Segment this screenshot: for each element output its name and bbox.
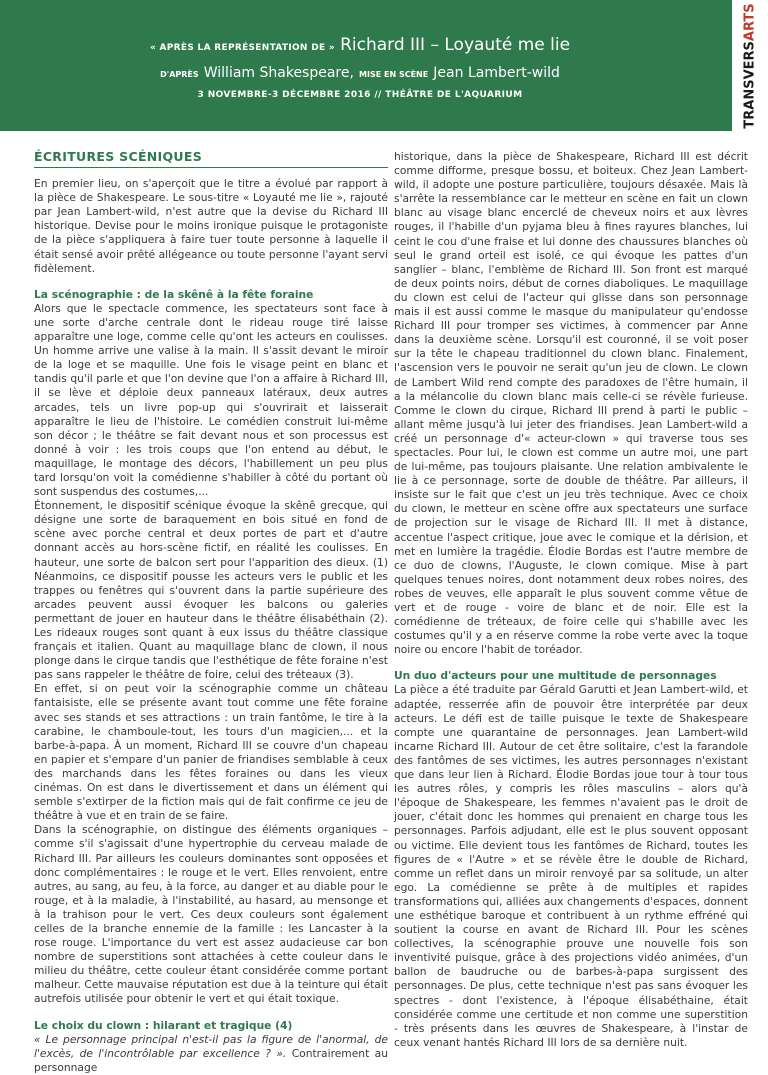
body-paragraph: La pièce a été traduite par Gérald Garutti et Jean Lambert-wild, et adaptée, resserrée afin de pouvoir être interprétée par deux acteurs. Le défi est de taille puisque le texte de Shakespeare compte une quarantaine de personnages. Jean Lambert-wild incarne Richard III. Autour de cet être solitaire, c'est la farandole des fantômes de ses victimes, les autres personnages n'existant que dans leur lien à Richard. Élodie Bordas joue tour à tour tous les autres rôles, y compris les rôles masculins – alors qu'à l'époque de Shakespeare, les femmes n'avaient pas le droit de jouer, c'était donc les hommes qui prenaient en charge tous les personnages. Parfois adjudant, elle est le plus souvent opposant ou victime. Elle devient tous les fantômes de Richard, toutes les figures de « l'Autre » et se révèle être le double de Richard, comme un reflet dans un miroir renvoyé par sa solitude, un alter ego. La comédienne se prête à de multiples et rapides transformations qui, alliées aux changements d'espaces, donnent une esthétique baroque et contribuent à un rythme effréné qui soutient la course en avant de Richard III. Pour les scènes collectives, la scénographie prouve une nouvelle fois son inventivité puisque, grâce à des projections vidéo animées, d'un ballon de baudruche ou de barbes-à-papa surgissent des personnages. De plus, cette technique n'est pas sans évoquer les spectres - dont l'existence, à l'époque élisabéthaine, était considérée comme une certitude et non comme une superstition - très présents dans les œuvres de Shakespeare, à l'instar de ceux venant hantés Richard III lors de sa dernière nuit. <box>394 683 748 1049</box>
quote-continuation: Contrairement au personnage <box>34 1046 388 1074</box>
intro-paragraph: En premier lieu, on s'aperçoit que le titre a évolué par rapport à la pièce de Shakespeare. Le sous-titre « Loyauté me lie », rajouté par Jean Lambert-wild, n'est autre que la devise du Richard III historique. Devise pour le moins ironique puisque le protagoniste de la pièce s'appliquera à faire tuer toute personne à laquelle il était sensé avoir prêté allégeance ou toute personne l'ayant servi fidèlement. <box>34 177 388 275</box>
play-title: Richard III – Loyauté me lie <box>340 35 571 55</box>
header-banner <box>0 0 768 131</box>
subheading-clown: Le choix du clown : hilarant et tragique (4) <box>34 1018 293 1032</box>
header-dates-line: 3 NOVEMBRE-3 DÉCEMBRE 2016 // THÉÂTRE DE L'AQUARIUM <box>197 90 523 100</box>
logo-accent-text: ARTS <box>742 3 758 42</box>
body-paragraph: Alors que le spectacle commence, les spectateurs sont face à une sorte d'arche centrale dont le rideau rouge tiré laisse apparaître une loge, comme celle qu'ont les acteurs en coulisses. Un homme arrive une valise à la main. Il s'assit devant le miroir de la loge et se maquille. Une fois le visage peint en blanc et tandis qu'il parle et que l'on devine que l'on a affaire à Richard III, il se lève et déploie deux panneaux latéraux, deux autres arcades, tels un livre pop-up qui s'ouvrirait et laisserait apparaître le lieu de l'histoire. Le comédien construit lui-même son décor ; le théâtre se fait devant nous et son processus est donné à voir : les trois coups que l'on entend au début, le maquillage, le montage des décors, l'habillement un peu plus tard lorsqu'on voit la comédienne s'habiller à côté du portant où sont suspendus des costumes,... <box>34 301 388 499</box>
quote-text: « Le personnage principal n'est-il pas la figure de l'anormal, de l'excès, de l'incontrôlable par excellence ? ». <box>34 1032 388 1060</box>
body-paragraph: Étonnement, le dispositif scénique évoque la skênê grecque, qui désigne une sorte de baraquement en bois situé en fond de scène avec porche central et deux portes de part et d'autre donnant accès au hors-scène fictif, en réalité les coulisses. En hauteur, une sorte de balcon sert pour l'apparition des dieux. (1) Néanmoins, ce dispositif pousse les acteurs vers le public et les trappes ou fenêtres qui s'ouvrent dans la partie supérieure des arcades peuvent aussi évoquer les balcons ou galeries permettant de jouer en hauteur dans le théâtre élisabéthain (2). Les rideaux rouges sont quant à eux issus du théâtre classique français et italien. Quant au maquillage blanc de clown, il nous plonge dans le cirque tandis que l'esthétique de fête foraine n'est pas sans rappeler le théâtre de foire, celui des tréteaux (3). <box>34 499 388 682</box>
body-paragraph: Dans la scénographie, on distingue des éléments organiques – comme s'il s'agissait d'une hypertrophie du cerveau malade de Richard III. Par ailleurs les couleurs dominantes sont opposées et donc complémentaires : le rouge et le vert. Elles renvoient, entre autres, au sang, au feu, à la force, au danger et au diable pour le rouge, et à la maladie, à l'instabilité, au hasard, au mensonge et à la trahison pour le vert. Ces deux couleurs sont également celles de la branche ennemie de la famille : les Lancaster à la rose rouge. L'importance du vert est assez audacieuse car bon nombre de superstitions sont attachées à cette couleur dans le milieu du théâtre, cette couleur étant considérée comme portant malheur. Cette mauvaise réputation est due à la teinture qui était autrefois utilisée pour obtenir le vert et qui était toxique. <box>34 823 388 1006</box>
transversarts-logo <box>732 0 768 131</box>
subheading-scenography: La scénographie : de la skênê à la fête foraine <box>34 287 314 301</box>
credit-prefix-staging: MISE EN SCÈNE <box>359 70 429 79</box>
author-name: William Shakespeare, <box>203 65 354 81</box>
header-prefix: « APRÈS LA REPRÉSENTATION DE » <box>149 43 335 53</box>
header-credits-line <box>0 62 720 81</box>
body-paragraph: historique, dans la pièce de Shakespeare, Richard III est décrit comme difforme, presque bossu, et boiteux. Chez Jean Lambert-wild, il adopte une posture particulière, toujours désaxée. Mais là s'arrête la ressemblance car le metteur en scène en fait un clown blanc au visage blanc encerclé de cheveux noirs et aux lèvres rouges, il l'habille d'un pyjama bleu à fines rayures blanches, lui ceint le cou d'une fraise et lui donne des chaussures blanches où seul le grand orteil est isolé, ce qui évoque les pattes d'un sanglier – blanc, l'emblème de Richard III. Son front est marqué de deux points noirs, début de cornes diaboliques. Le maquillage du clown est celui de l'acteur qui glisse dans son personnage mais il est aussi comme le masque du manipulateur qu'endosse Richard III pour tromper ses victimes, à commencer par Anne dans la deuxième scène. Lorsqu'il est couronné, il se voit poser sur la tête le chapeau traditionnel du clown blanc. Finalement, l'ascension vers le pouvoir ne serait qu'un jeu de clown. Le clown de Lambert Wild rend compte des paradoxes de l'être humain, il a la mélancolie du clown blanc mais celle-ci se révèle furieuse. Comme le clown du cirque, Richard III prend à parti le public – allant même jusqu'à lui jeter des friandises. Jean Lambert-wild a créé un personnage d'« acteur-clown » qui traverse tous ses spectacles. Pour lui, le clown est comme un autre moi, une part de lui-même, pas toujours plaisante. Une relation ambivalente le lie à ce personnage, sorte de double de théâtre. Par ailleurs, il insiste sur le fait que c'est un jeu très technique. Avec ce choix du clown, le metteur en scène offre aux spectateurs une surface de projection sur le visage de Richard III. Il met à distance, accentue l'aspect critique, joue avec le comique et la dérision, et met en lumière la tragédie. Élodie Bordas est l'autre membre de ce duo de clowns, l'Auguste, le clown comique. Mise à part quelques tenues noires, dont notamment deux robes noires, des robes de veuves, elle apparaît le plus souvent comme vêtue de vert et de rouge - voire de blanc et de noir. Elle est la comédienne de tréteaux, de foire celle qui s'habille avec les costumes qu'il y a en réserve comme la robe verte avec la toque noire ou encore l'habit de toréador. <box>394 150 748 657</box>
left-column <box>34 150 388 1075</box>
header-title-line <box>0 35 720 55</box>
credit-prefix-after: D'APRÈS <box>160 70 199 79</box>
logo-wordmark <box>744 3 757 128</box>
body-paragraph: En effet, si on peut voir la scénographie comme un château fantaisiste, elle se présente avant tout comme une fête foraine avec ses stands et ses attractions : un train fantôme, le tire à la carabine, le chamboule-tout, les tours d'un magicien,... et la barbe-à-papa. À un moment, Richard III se couvre d'un chapeau en papier et s'empare d'un panier de friandises semblable à ceux des marchands dans les fêtes foraines ou dans les vieux cinémas. On est dans le divertissement et dans un élément qui semble s'extirper de la fiction mais qui de fait confirme ce jeu de théâtre à vue et en train de se faire. <box>34 682 388 823</box>
logo-main-text: TRANSVERS <box>742 41 758 129</box>
right-column <box>394 150 748 1050</box>
section-title: ÉCRITURES SCÉNIQUES <box>34 150 388 168</box>
body-paragraph-clown <box>34 1033 388 1075</box>
subheading-duo: Un duo d'acteurs pour une multitude de personnages <box>394 669 717 683</box>
director-name: Jean Lambert-wild <box>433 65 560 81</box>
